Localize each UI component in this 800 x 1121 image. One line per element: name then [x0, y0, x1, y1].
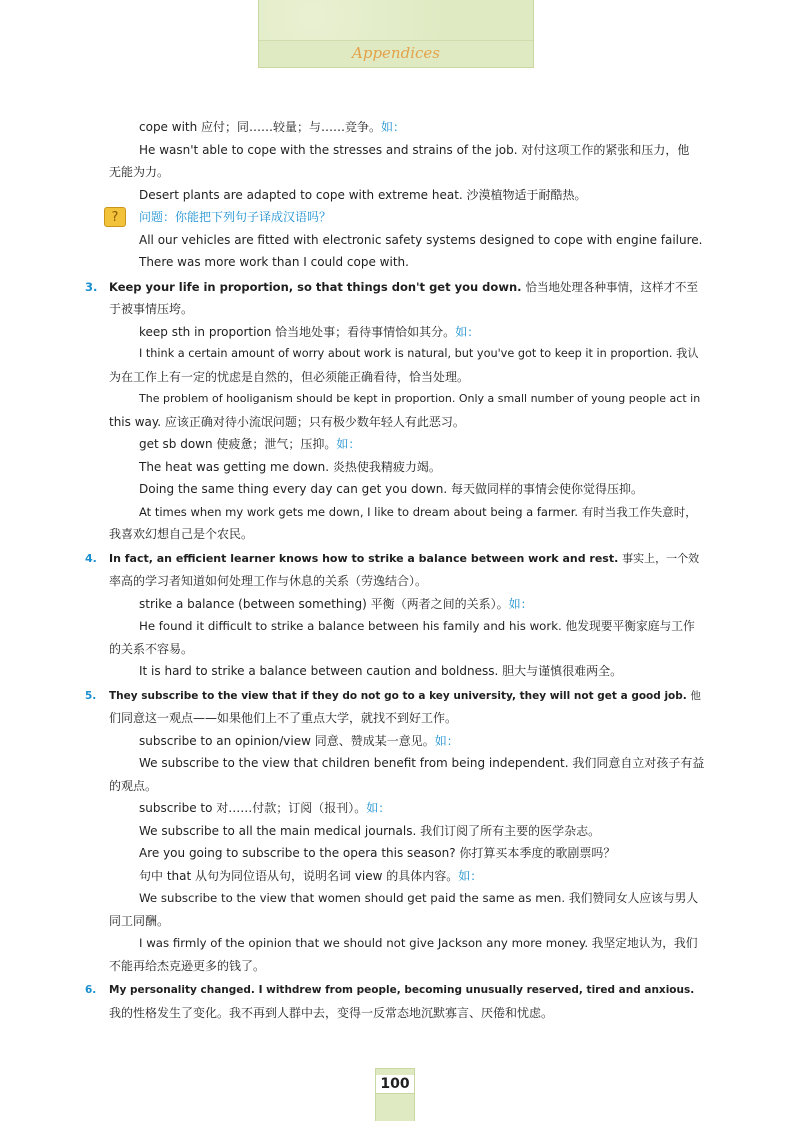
example-marker: 如： [455, 324, 480, 339]
example-line: 我喜欢幻想自己是个农民。 [109, 527, 254, 541]
phrase-text: subscribe to 对……付款；订阅（报刊）。 [139, 801, 367, 815]
phrase-text: get sb down 使疲惫；泄气；压抑。 [139, 437, 337, 451]
item-translation: 事实上，一个效 [622, 551, 700, 565]
phrase-line [109, 797, 704, 820]
example-line: He wasn't able to cope with the stresses and strains of the job. 对付这项工作的紧张和压力，他 [139, 142, 690, 157]
example-line: 同工同酬。 [109, 913, 170, 928]
phrase-line [109, 116, 704, 139]
question-text: 问题：你能把下列句子译成汉语吗？ [139, 210, 332, 224]
item-sentence: My personality changed. I withdrew from people, becoming unusually reserved, tired and anxious. [109, 984, 695, 996]
example-line: Desert plants are adapted to cope with extreme heat. 沙漠植物适于耐酷热。 [139, 187, 587, 202]
translation-line: 们同意这一观点——如果他们上不了重点大学，就找不到好工作。 [109, 711, 458, 725]
section-title: Appendices [352, 44, 440, 62]
example-line: 的观点。 [109, 778, 158, 793]
phrase-text: keep sth in proportion 恰当地处事；看待事情恰如其分。 [139, 324, 456, 339]
item-6 [85, 979, 704, 1002]
item-4 [85, 548, 704, 571]
page-number: 100 [376, 1075, 414, 1094]
item-number: 3. [85, 279, 98, 294]
question-tip [109, 206, 704, 229]
phrase-line [109, 321, 704, 344]
example-line: He found it difficult to strike a balance between his family and his work. 他发现要平衡家庭与工作 [139, 619, 695, 633]
item-translation: 他 [690, 689, 701, 702]
phrase-text: cope with 应付；同……较量；与……竞争。 [139, 120, 382, 134]
item-sentence: In fact, an efficient learner knows how to strike a balance between work and rest. [109, 551, 619, 565]
phrase-line [109, 433, 704, 456]
phrase-line [109, 593, 704, 616]
example-line: this way. 应该正确对待小流氓问题；只有极少数年轻人有此恶习。 [109, 414, 465, 429]
translation-line: 于被事情压垮。 [109, 302, 194, 316]
example-line: I was firmly of the opinion that we should not give Jackson any more money. 我坚定地认为，我们 [139, 936, 698, 950]
page-body [85, 116, 705, 1024]
example-line: We subscribe to the view that women should get paid the same as men. 我们赞同女人应该与男人 [139, 891, 699, 905]
example-line: The problem of hooliganism should be kept in proportion. Only a small number of young people act in [139, 392, 701, 405]
example-marker: 如： [381, 120, 406, 134]
phrase-text: 句中 that 从句为同位语从句，说明名词 view 的具体内容。 [139, 868, 459, 883]
item-sentence: They subscribe to the view that if they do not go to a key university, they will not get a good job. [109, 689, 687, 702]
item-5 [85, 685, 704, 708]
phrase-line [109, 865, 704, 888]
example-line: We subscribe to the view that children benefit from being independent. 我们同意自立对孩子有益 [139, 756, 705, 770]
example-marker: 如： [366, 801, 391, 815]
example-marker: 如： [508, 596, 533, 611]
header-texture [259, 0, 533, 41]
example-line: At times when my work gets me down, I like to dream about being a farmer. 有时当我工作失意时， [139, 504, 697, 519]
example-line: There was more work than I could cope with. [139, 255, 409, 269]
example-line: Doing the same thing every day can get you down. 每天做同样的事情会使你觉得压抑。 [139, 482, 644, 496]
phrase-text: strike a balance (between something) 平衡（两者之间的关系）。 [139, 596, 509, 611]
example-line: 无能为力。 [109, 165, 170, 179]
example-line: I think a certain amount of worry about work is natural, but you've got to keep it in proportion. 我认 [139, 347, 699, 360]
item-translation: 恰当地处理各种事情，这样才不至 [525, 279, 699, 294]
example-marker: 如： [434, 733, 459, 748]
translation-line: 我的性格发生了变化。我不再到人群中去，变得一反常态地沉默寡言、厌倦和忧虑。 [109, 1005, 554, 1020]
item-3 [85, 276, 704, 299]
example-line: Are you going to subscribe to the opera this season? 你打算买本季度的歌剧票吗？ [139, 846, 616, 860]
example-line: 不能再给杰克逊更多的钱了。 [109, 958, 266, 973]
phrase-line [109, 730, 704, 753]
example-line: It is hard to strike a balance between caution and boldness. 胆大与谨慎很难两全。 [139, 664, 623, 678]
example-marker: 如： [458, 868, 483, 883]
item-sentence: Keep your life in proportion, so that things don't get you down. [109, 279, 522, 294]
example-line: All our vehicles are fitted with electronic safety systems designed to cope with engine failure. [139, 232, 703, 247]
translation-line: 率高的学习者知道如何处理工作与休息的关系（劳逸结合）。 [109, 574, 428, 588]
phrase-text: subscribe to an opinion/view 同意、赞成某一意见。 [139, 733, 435, 748]
example-line: 的关系不容易。 [109, 641, 194, 656]
example-marker: 如： [336, 437, 361, 451]
item-number: 6. [85, 984, 97, 996]
example-line: 为在工作上有一定的忧虑是自然的，但必须能正确看待，恰当处理。 [109, 369, 470, 384]
example-line: The heat was getting me down. 炎热使我精疲力竭。 [139, 459, 441, 474]
example-line: We subscribe to all the main medical journals. 我们订阅了所有主要的医学杂志。 [139, 823, 601, 838]
header-band [258, 0, 534, 68]
item-number: 4. [85, 551, 97, 565]
page-number-tab [375, 1068, 415, 1121]
question-icon: ? [104, 207, 126, 227]
item-number: 5. [85, 689, 97, 702]
